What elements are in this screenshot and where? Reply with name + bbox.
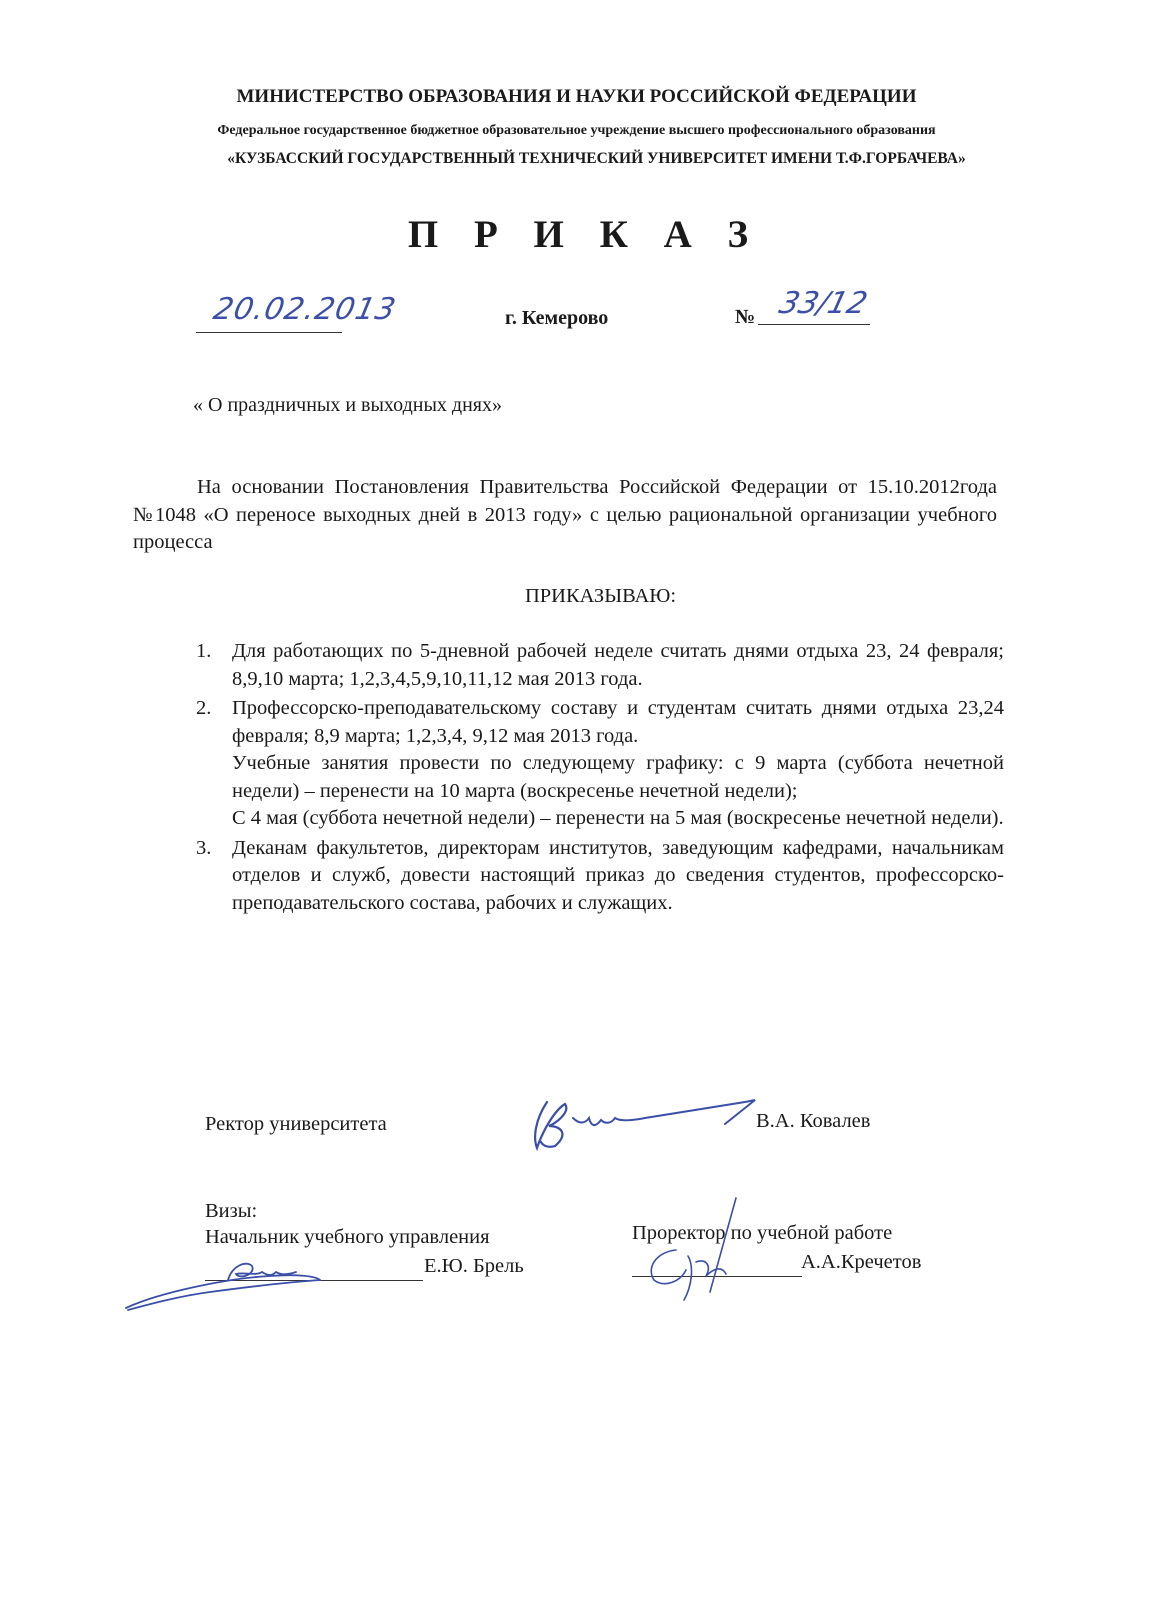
- visa-right-name: А.А.Кречетов: [801, 1251, 922, 1273]
- university-heading: «КУЗБАССКИЙ ГОСУДАРСТВЕННЫЙ ТЕХНИЧЕСКИЙ УНИВЕРСИТЕТ ИМЕНИ Т.Ф.ГОРБАЧЕВА»: [227, 150, 966, 167]
- item-text: Профессорско-преподавательскому составу и студентам считать днями отдыха 23,24 февраля; 8,9 марта; 1,2,3,4, 9,12 мая 2013 года.: [232, 697, 1004, 747]
- document-type-title: П Р И К А З: [407, 213, 762, 256]
- visas-label: Визы:: [205, 1200, 258, 1222]
- list-item: [196, 835, 1004, 918]
- date-underline: [196, 332, 342, 333]
- number-label: №: [735, 306, 756, 328]
- item-number: 1.: [196, 640, 212, 662]
- list-item: [196, 695, 1004, 833]
- item-number: 2.: [196, 697, 212, 719]
- item-text: Для работающих по 5-дневной рабочей неделе считать днями отдыха 23, 24 февраля; 8,9,10 марта; 1,2,3,4,5,9,10,11,12 мая 2013 года.: [232, 640, 1004, 690]
- handwritten-date: 20.02.2013: [210, 292, 400, 327]
- item-text-schedule-2: С 4 мая (суббота нечетной недели) – перенести на 5 мая (воскресенье нечетной недели).: [232, 807, 1004, 829]
- item-text: Деканам факультетов, директорам институтов, заведующим кафедрами, начальникам отделов и служб, довести настоящий приказ до сведения студентов, профессорско-преподавательского состава, рабочих и служащих.: [232, 836, 1004, 914]
- order-word: ПРИКАЗЫВАЮ:: [524, 585, 677, 607]
- visa-left-name: Е.Ю. Брель: [424, 1255, 524, 1277]
- visa-left-signature: [120, 1252, 340, 1316]
- item-text-schedule: Учебные занятия провести по следующему графику: с 9 марта (суббота нечетной недели) – перенести на 10 марта (воскресенье нечетной недели);: [232, 752, 1004, 802]
- ministry-heading: МИНИСТЕРСТВО ОБРАЗОВАНИЯ И НАУКИ РОССИЙСКОЙ ФЕДЕРАЦИИ: [236, 86, 917, 107]
- signatory-name: В.А. Ковалев: [756, 1110, 871, 1132]
- item-number: 3.: [196, 836, 212, 859]
- visa-left-role: Начальник учебного управления: [205, 1226, 490, 1248]
- handwritten-number: 33/12: [775, 286, 871, 321]
- list-item: [196, 638, 1004, 693]
- visa-right-role: Проректор по учебной работе: [632, 1222, 893, 1244]
- number-underline: [758, 324, 870, 325]
- institution-heading: Федеральное государственное бюджетное образовательное учреждение высшего профессионального образования: [217, 123, 936, 138]
- visa-right-signature: [636, 1196, 776, 1306]
- order-subject: « О праздничных и выходных днях»: [193, 394, 502, 416]
- order-items-list: [196, 638, 1004, 919]
- city-label: г. Кемерово: [505, 307, 609, 329]
- signatory-title: Ректор университета: [205, 1113, 387, 1135]
- preamble-paragraph: На основании Постановления Правительства Российской Федерации от 15.10.2012года №1048 «О переносе выходных дней в 2013 году» с целью рациональной организации учебного процесса: [133, 476, 997, 553]
- rector-signature: [525, 1090, 765, 1160]
